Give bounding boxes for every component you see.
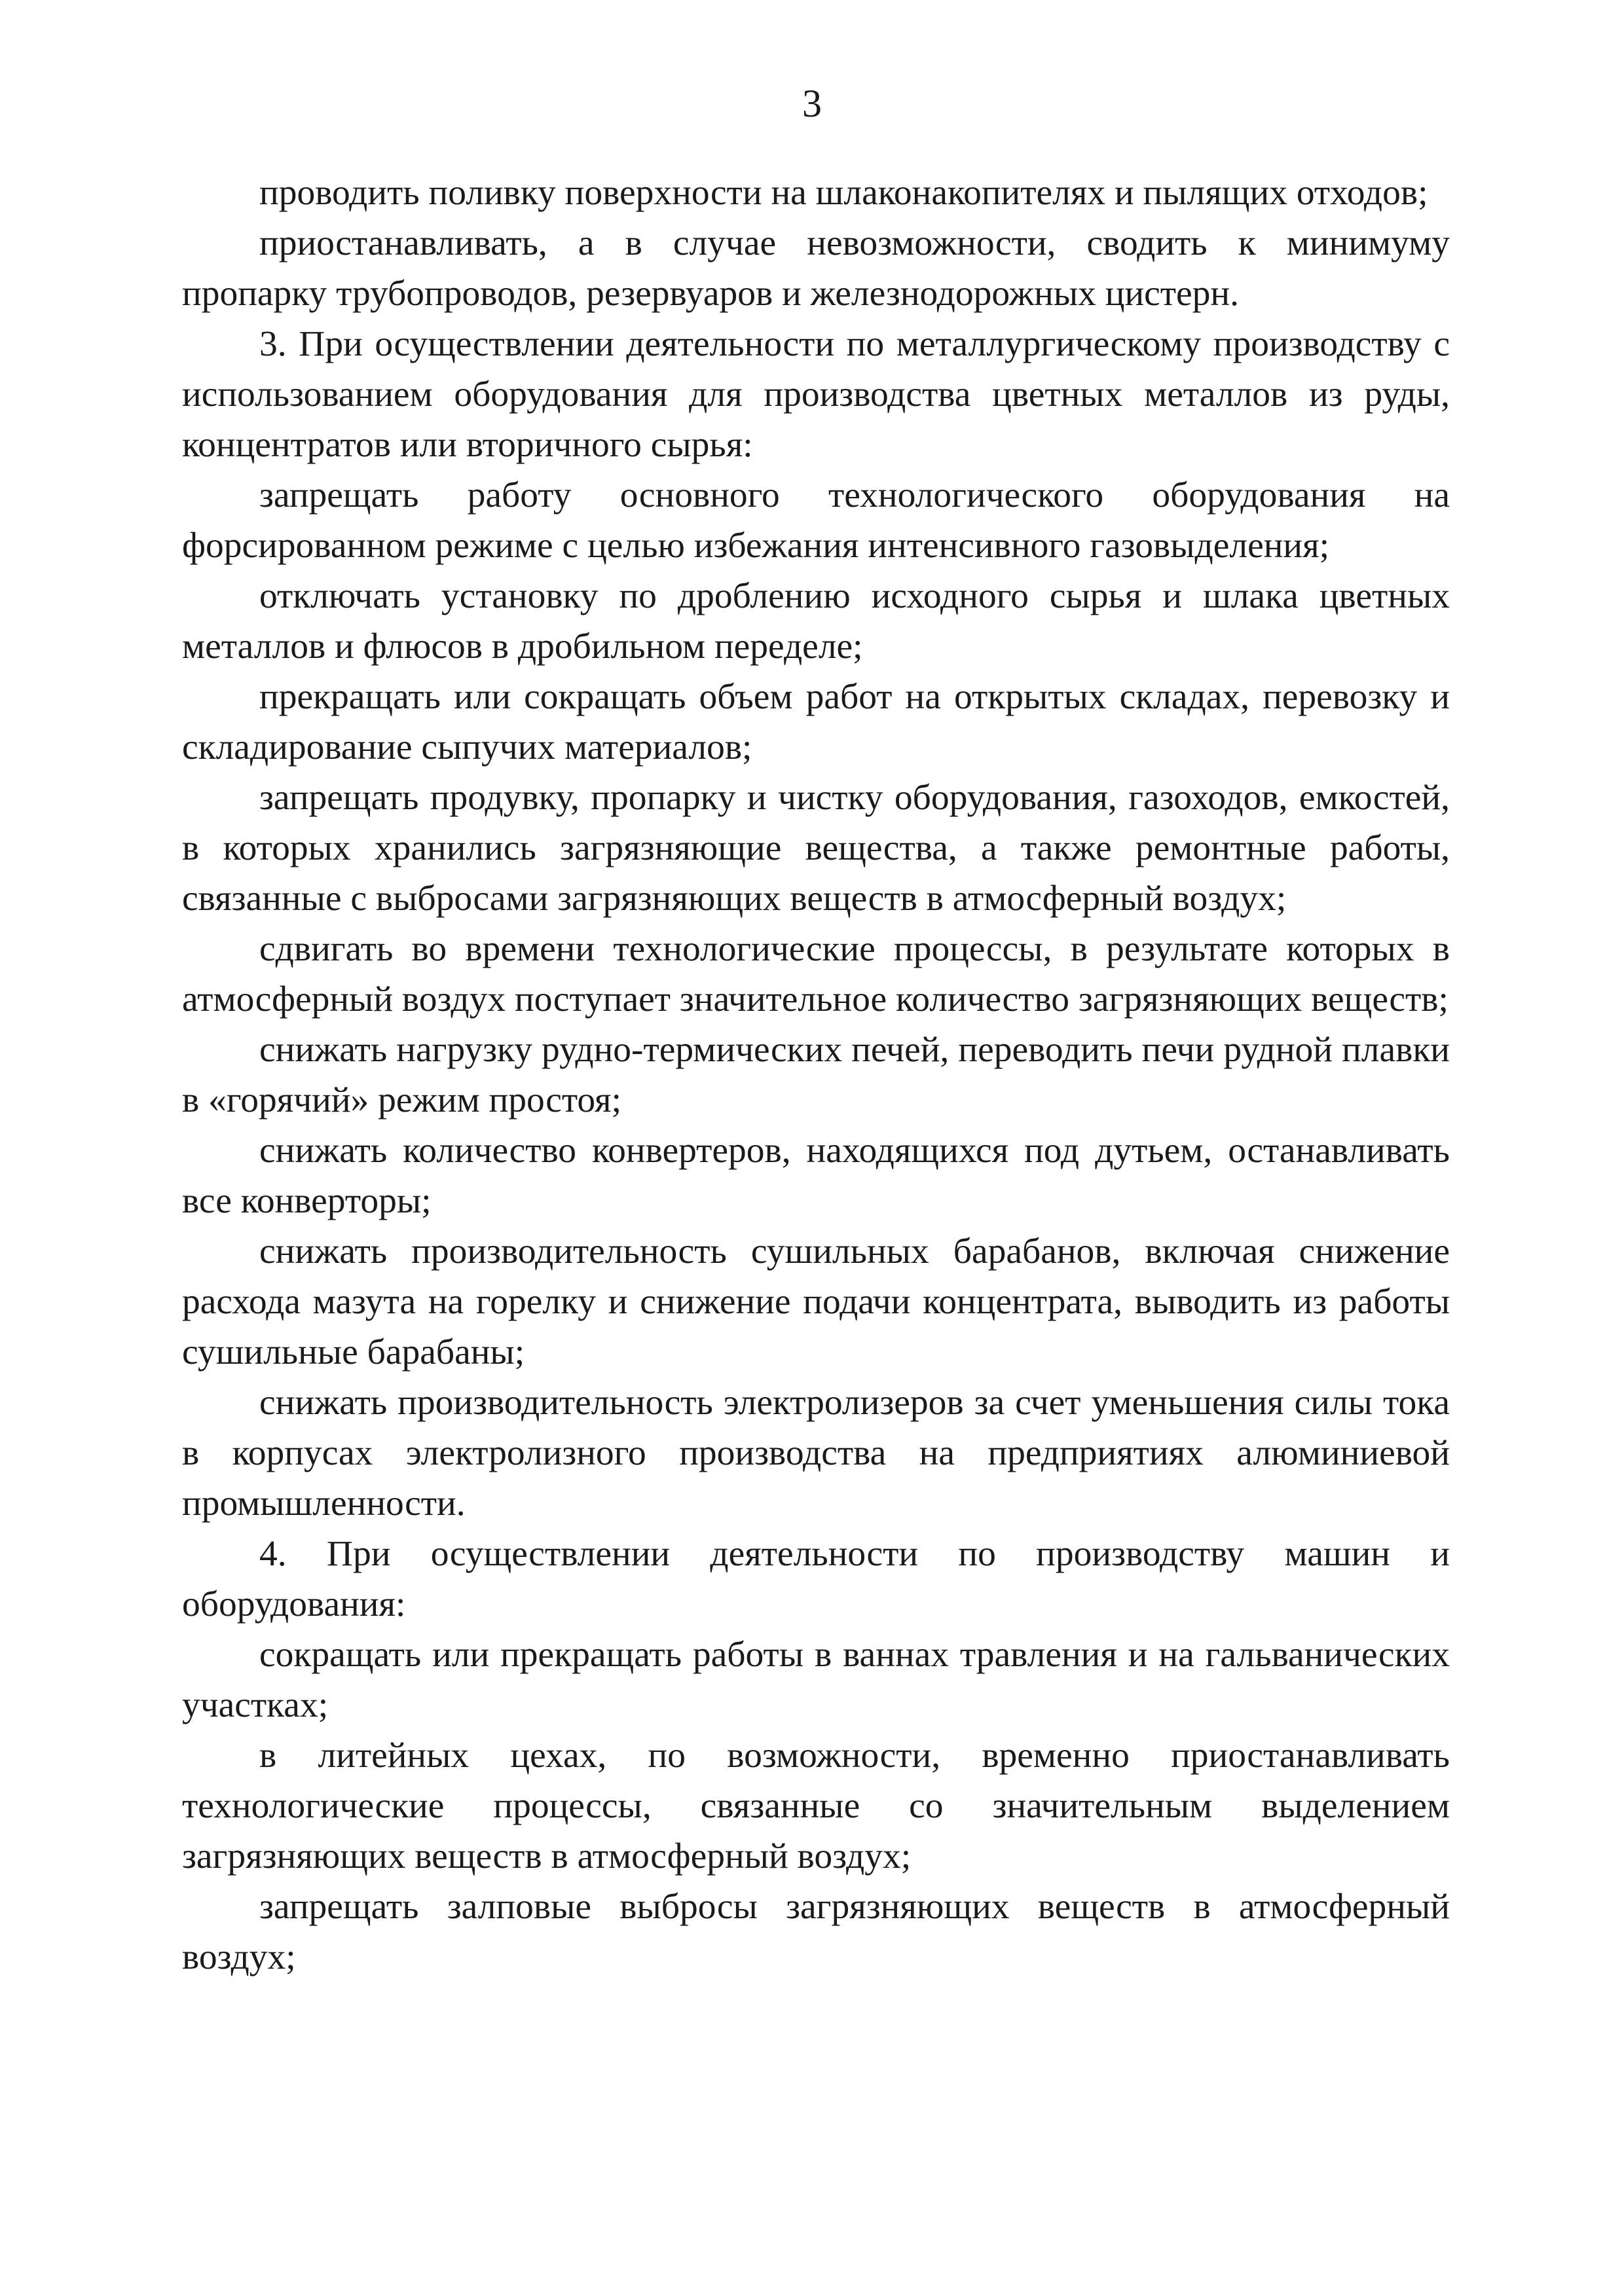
paragraph: запрещать продувку, пропарку и чистку оборудования, газоходов, емкостей, в которых хранились загрязняющие вещества, а также ремонтные работы, связанные с выбросами загрязняющих веществ в атмосферный воздух; <box>182 778 1450 919</box>
paragraph: снижать количество конвертеров, находящихся под дутьем, останавливать все конверторы; <box>182 1131 1450 1221</box>
paragraph: прекращать или сокращать объем работ на открытых складах, перевозку и складирование сыпучих материалов; <box>182 677 1450 767</box>
paragraph: сдвигать во времени технологические процессы, в результате которых в атмосферный воздух поступает значительное количество загрязняющих веществ; <box>182 929 1450 1019</box>
paragraph: снижать производительность сушильных барабанов, включая снижение расхода мазута на горелку и снижение подачи концентрата, выводить из работы сушильные барабаны; <box>182 1231 1450 1372</box>
paragraph: в литейных цехах, по возможности, временно приостанавливать технологические процессы, связанные со значительным выделением загрязняющих веществ в атмосферный воздух; <box>182 1736 1450 1876</box>
paragraph: снижать производительность электролизеров за счет уменьшения силы тока в корпусах электролизного производства на предприятиях алюминиевой промышленности. <box>182 1383 1450 1523</box>
paragraph: отключать установку по дроблению исходного сырья и шлака цветных металлов и флюсов в дробильном переделе; <box>182 576 1450 666</box>
page-number: 3 <box>802 82 822 125</box>
paragraph: снижать нагрузку рудно-термических печей, переводить печи рудной плавки в «горячий» режим простоя; <box>182 1030 1450 1120</box>
paragraph: запрещать залповые выбросы загрязняющих веществ в атмосферный воздух; <box>182 1887 1450 1977</box>
paragraph: запрещать работу основного технологического оборудования на форсированном режиме с целью избежания интенсивного газовыделения; <box>182 475 1450 566</box>
paragraph: сокращать или прекращать работы в ваннах травления и на гальванических участках; <box>182 1635 1450 1725</box>
paragraph: приостанавливать, а в случае невозможности, сводить к минимуму пропарку трубопроводов, резервуаров и железнодорожных цистерн. <box>182 223 1450 314</box>
document-body <box>182 168 1450 1982</box>
paragraph: проводить поливку поверхности на шлаконакопителях и пылящих отходов; <box>259 173 1428 213</box>
numbered-paragraph: 4. При осуществлении деятельности по производству машин и оборудования: <box>182 1534 1450 1624</box>
numbered-paragraph: 3. При осуществлении деятельности по металлургическому производству с использованием оборудования для производства цветных металлов из руды, концентратов или вторичного сырья: <box>182 324 1450 465</box>
